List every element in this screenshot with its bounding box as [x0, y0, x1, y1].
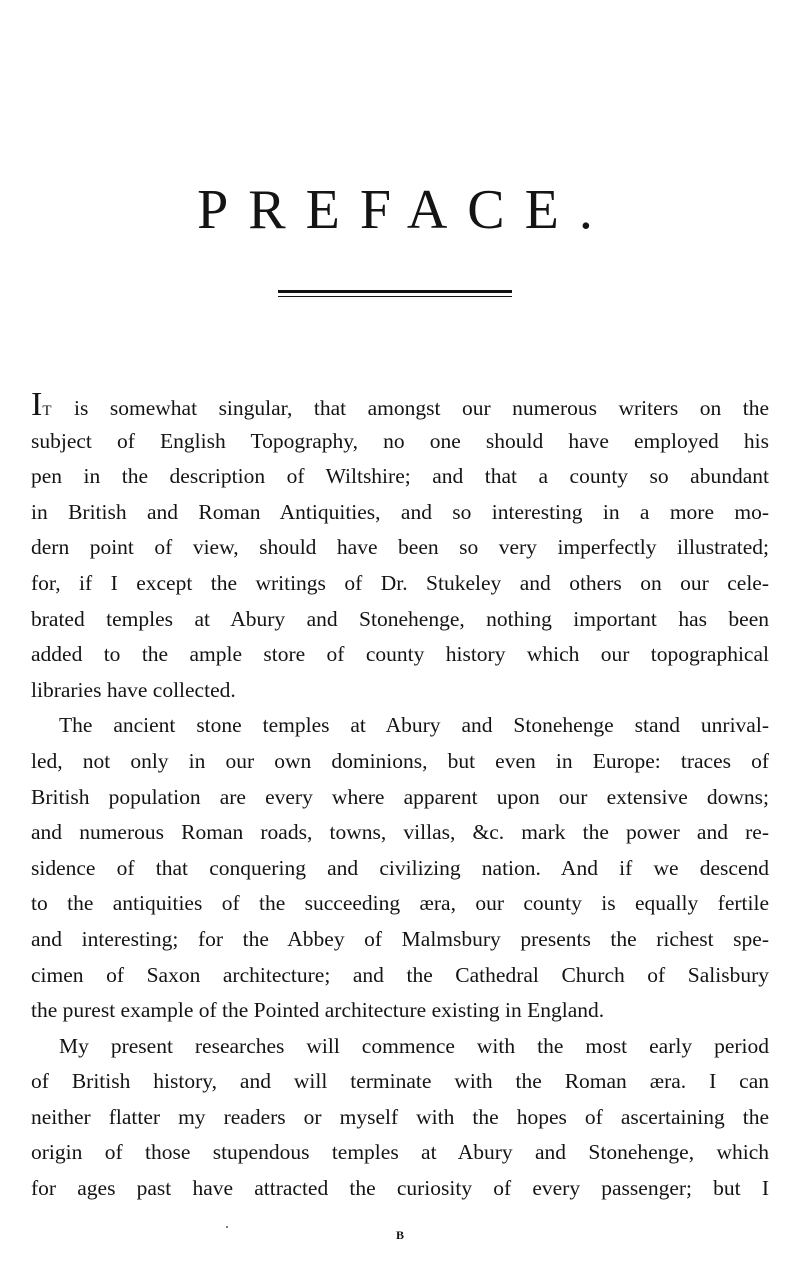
page-title: PREFACE. — [197, 179, 613, 241]
line-text: is somewhat singular, that amongst our numerous writers on the — [52, 396, 769, 420]
body-line: the purest example of the Pointed architecture existing in England. — [31, 998, 605, 1023]
drop-cap-rest: T — [42, 403, 53, 419]
signature-mark: B — [395, 1228, 404, 1242]
body-line: brated temples at Abury and Stonehenge, nothing important has been — [31, 606, 769, 631]
body-line: to the antiquities of the succeeding æra, our county is equally fertile — [31, 891, 769, 916]
body-line: led, not only in our own dominions, but even in Europe: traces of — [31, 748, 769, 773]
body-line: The ancient stone temples at Abury and Stonehenge stand unrival- — [59, 713, 769, 738]
title-rule — [278, 290, 512, 298]
body-line: of British history, and will terminate with the Roman æra. I can — [31, 1069, 769, 1094]
preface-body — [31, 388, 769, 1207]
body-line: neither flatter my readers or myself with the hopes of ascertaining the — [31, 1104, 769, 1129]
body-line: My present researches will commence with the most early period — [59, 1033, 769, 1058]
body-line: origin of those stupendous temples at Abury and Stonehenge, which — [31, 1140, 769, 1165]
body-line: and interesting; for the Abbey of Malmsbury presents the richest spe- — [31, 926, 769, 951]
title-rule-thin — [278, 296, 512, 297]
body-line: libraries have collected. — [31, 677, 236, 702]
body-line: for ages past have attracted the curiosity of every passenger; but I — [31, 1176, 769, 1201]
body-line: dern point of view, should have been so very imperfectly illustrated; — [31, 535, 769, 560]
body-line: in British and Roman Antiquities, and so interesting in a more mo- — [31, 499, 769, 524]
title-rule-thick — [278, 290, 512, 293]
body-line: and numerous Roman roads, towns, villas, &c. mark the power and re- — [31, 820, 769, 845]
body-line: for, if I except the writings of Dr. Stukeley and others on our cele- — [31, 570, 769, 595]
body-line: cimen of Saxon architecture; and the Cathedral Church of Salisbury — [31, 962, 769, 987]
body-line: British population are every where apparent upon our extensive downs; — [31, 784, 769, 809]
drop-cap: I — [31, 386, 43, 423]
body-line: sidence of that conquering and civilizing nation. And if we descend — [31, 855, 769, 880]
body-line — [31, 388, 769, 424]
body-line: subject of English Topography, no one should have employed his — [31, 428, 769, 453]
body-line: pen in the description of Wiltshire; and that a county so abundant — [31, 464, 769, 489]
body-line: added to the ample store of county history which our topographical — [31, 642, 769, 667]
